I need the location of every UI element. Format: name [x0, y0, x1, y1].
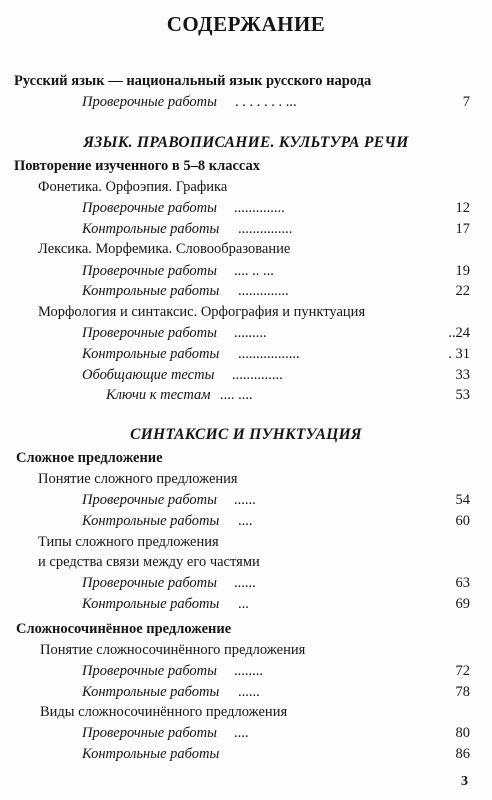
- intro-item-page: 7: [462, 94, 470, 110]
- s1-g2-item2-page: 22: [455, 283, 470, 299]
- s2-s1-g2-item2-page: 69: [455, 596, 470, 612]
- s2-s1-g2-item2-label: Контрольные работы: [82, 596, 220, 612]
- s1-g1-item1-page: 12: [455, 200, 470, 216]
- s1-g2-item1-page: 19: [455, 263, 470, 279]
- s1-group2-title: Лексика. Морфемика. Словообразование: [38, 241, 291, 257]
- s2-s1-g1-item1-leader: ......: [234, 492, 256, 508]
- s1-g3-item4-label: Ключи к тестам: [106, 387, 211, 403]
- s2-s2-g1-item2-page: 78: [455, 684, 470, 700]
- s2-s1-g1-item1-label: Проверочные работы: [82, 492, 217, 508]
- s1-g3-item4-page: 53: [455, 387, 470, 403]
- s1-g1-item2-leader: ...............: [238, 221, 293, 237]
- s2-s2-g1-item1-label: Проверочные работы: [82, 663, 217, 679]
- s2-s1-g2-item1-leader: ......: [234, 575, 256, 591]
- s1-g3-item2-page: . 31: [448, 346, 470, 362]
- s1-g2-item2-label: Контрольные работы: [82, 283, 220, 299]
- s1-g1-item1-label: Проверочные работы: [82, 200, 217, 216]
- s1-group1-title: Фонетика. Орфоэпия. Графика: [38, 179, 228, 195]
- s1-group3-title: Морфология и синтаксис. Орфография и пунктуация: [38, 304, 366, 320]
- s1-g1-item1-leader: ..............: [234, 200, 285, 216]
- s2-s2-g1-item1-leader: ........: [234, 663, 263, 679]
- s2-s2-g2-item1-page: 80: [455, 725, 470, 741]
- s2-sub2-g2-title: Виды сложносочинённого предложения: [40, 704, 288, 720]
- s1-g2-item1-leader: .... .. ...: [234, 263, 274, 279]
- s1-g2-item2-leader: ..............: [238, 283, 289, 299]
- s2-s1-g1-item2-label: Контрольные работы: [82, 513, 220, 529]
- intro-item-label: Проверочные работы: [82, 94, 217, 110]
- page-title: СОДЕРЖАНИЕ: [166, 12, 326, 36]
- s1-g3-item1-label: Проверочные работы: [82, 325, 217, 341]
- intro-item-leader: . . . . . . . ...: [235, 94, 297, 110]
- s1-g1-item2-label: Контрольные работы: [82, 221, 220, 237]
- s2-s1-g1-item1-page: 54: [455, 492, 470, 508]
- s1-g2-item1-label: Проверочные работы: [82, 263, 217, 279]
- s1-g3-item1-leader: .........: [234, 325, 267, 341]
- s2-sub1-title: Сложное предложение: [16, 450, 163, 466]
- s2-s2-g1-item2-label: Контрольные работы: [82, 684, 220, 700]
- s2-s1-g2-item1-label: Проверочные работы: [82, 575, 217, 591]
- s2-sub2-title: Сложносочинённое предложение: [16, 621, 232, 637]
- s2-s1-g2-item2-leader: ...: [238, 596, 249, 612]
- s2-s2-g1-item2-leader: ......: [238, 684, 260, 700]
- s2-sub1-g1-title: Понятие сложного предложения: [38, 471, 238, 487]
- s1-g3-item2-leader: .................: [238, 346, 300, 362]
- s1-g1-item2-page: 17: [455, 221, 470, 237]
- s1-g3-item2-label: Контрольные работы: [82, 346, 220, 362]
- s1-g3-item4-leader: .... ....: [220, 387, 253, 403]
- section2-heading: СИНТАКСИС И ПУНКТУАЦИЯ: [130, 426, 362, 443]
- s2-s2-g1-item1-page: 72: [455, 663, 470, 679]
- s1-g3-item3-label: Обобщающие тесты: [82, 367, 215, 383]
- intro-heading: Русский язык — национальный язык русского народа: [14, 73, 372, 89]
- s2-s2-g2-item1-leader: ....: [234, 725, 249, 741]
- s1-g3-item3-page: 33: [455, 367, 470, 383]
- s2-s1-g1-item2-page: 60: [455, 513, 470, 529]
- section1-heading: ЯЗЫК. ПРАВОПИСАНИЕ. КУЛЬТУРА РЕЧИ: [83, 134, 409, 151]
- s2-s1-g2-item1-page: 63: [455, 575, 470, 591]
- s2-sub1-g2-title: Типы сложного предложения: [38, 534, 219, 550]
- s2-s2-g2-item2-page: 86: [455, 746, 470, 762]
- s1-g3-item1-page: ..24: [448, 325, 470, 341]
- s2-sub2-g1-title: Понятие сложносочинённого предложения: [40, 642, 306, 658]
- page-number: 3: [461, 774, 468, 789]
- s2-s2-g2-item2-label: Контрольные работы: [82, 746, 220, 762]
- s2-s1-g1-item2-leader: ....: [238, 513, 253, 529]
- s2-sub1-g2-title2: и средства связи между его частями: [38, 554, 260, 570]
- s2-s2-g2-item1-label: Проверочные работы: [82, 725, 217, 741]
- s1-g3-item3-leader: ..............: [232, 367, 283, 383]
- section1-subheading: Повторение изученного в 5–8 классах: [14, 158, 261, 174]
